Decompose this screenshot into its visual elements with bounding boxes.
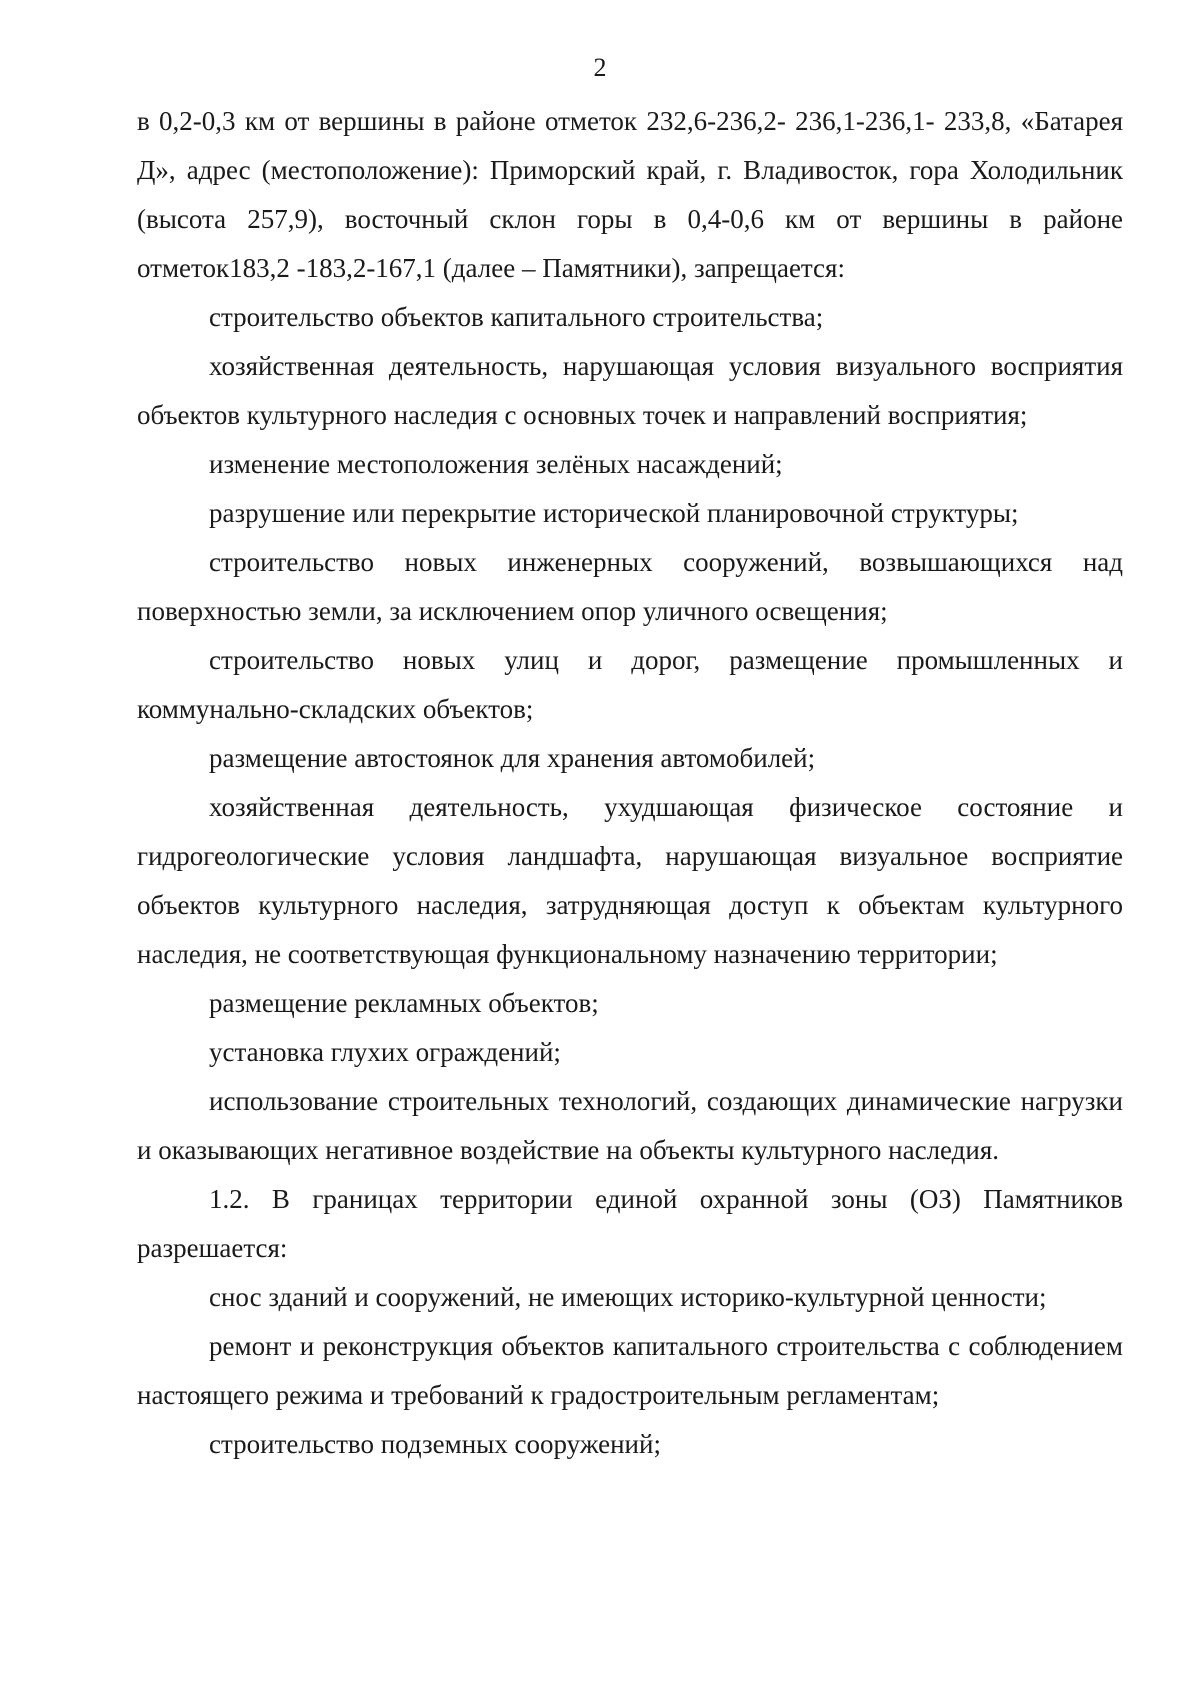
paragraph: строительство новых инженерных сооружений, возвышающихся над поверхностью земли, за исключением опор уличного освещения; bbox=[137, 547, 1123, 626]
paragraph: хозяйственная деятельность, ухудшающая физическое состояние и гидрогеологические условия ландшафта, нарушающая визуальное восприятие объектов культурного наследия, затрудняющая доступ к объектам культурного наследия, не соответствующая функциональному назначению территории; bbox=[137, 792, 1123, 969]
page-number: 2 bbox=[593, 53, 607, 82]
paragraph: размещение рекламных объектов; bbox=[209, 988, 599, 1018]
paragraph: снос зданий и сооружений, не имеющих историко-культурной ценности; bbox=[209, 1282, 1047, 1312]
paragraph: хозяйственная деятельность, нарушающая условия визуального восприятия объектов культурного наследия с основных точек и направлений восприятия; bbox=[137, 351, 1123, 430]
paragraph: строительство подземных сооружений; bbox=[209, 1429, 661, 1459]
paragraph: изменение местоположения зелёных насаждений; bbox=[209, 449, 783, 479]
paragraph: строительство объектов капитального строительства; bbox=[209, 302, 824, 332]
paragraph: ремонт и реконструкция объектов капитального строительства с соблюдением настоящего режима и требований к градостроительным регламентам; bbox=[137, 1331, 1123, 1410]
paragraph: размещение автостоянок для хранения автомобилей; bbox=[209, 743, 816, 773]
paragraph: 1.2. В границах территории единой охранной зоны (ОЗ) Памятников разрешается: bbox=[137, 1184, 1123, 1263]
paragraph: использование строительных технологий, создающих динамические нагрузки и оказывающих негативное воздействие на объекты культурного наследия. bbox=[137, 1086, 1123, 1165]
paragraph: установка глухих ограждений; bbox=[209, 1037, 561, 1067]
document-body bbox=[137, 97, 1123, 1469]
paragraph: строительство новых улиц и дорог, размещение промышленных и коммунально-складских объектов; bbox=[137, 645, 1123, 724]
paragraph: разрушение или перекрытие исторической планировочной структуры; bbox=[209, 498, 1019, 528]
paragraph: в 0,2-0,3 км от вершины в районе отметок 232,6-236,2- 236,1-236,1- 233,8, «Батарея Д», адрес (местоположение): Приморский край, г. Владивосток, гора Холодильник (высота 257,9), восточный склон горы в 0,4-0,6 км от вершины в районе отметок183,2 -183,2-167,1 (далее – Памятники), запрещается: bbox=[137, 106, 1123, 283]
